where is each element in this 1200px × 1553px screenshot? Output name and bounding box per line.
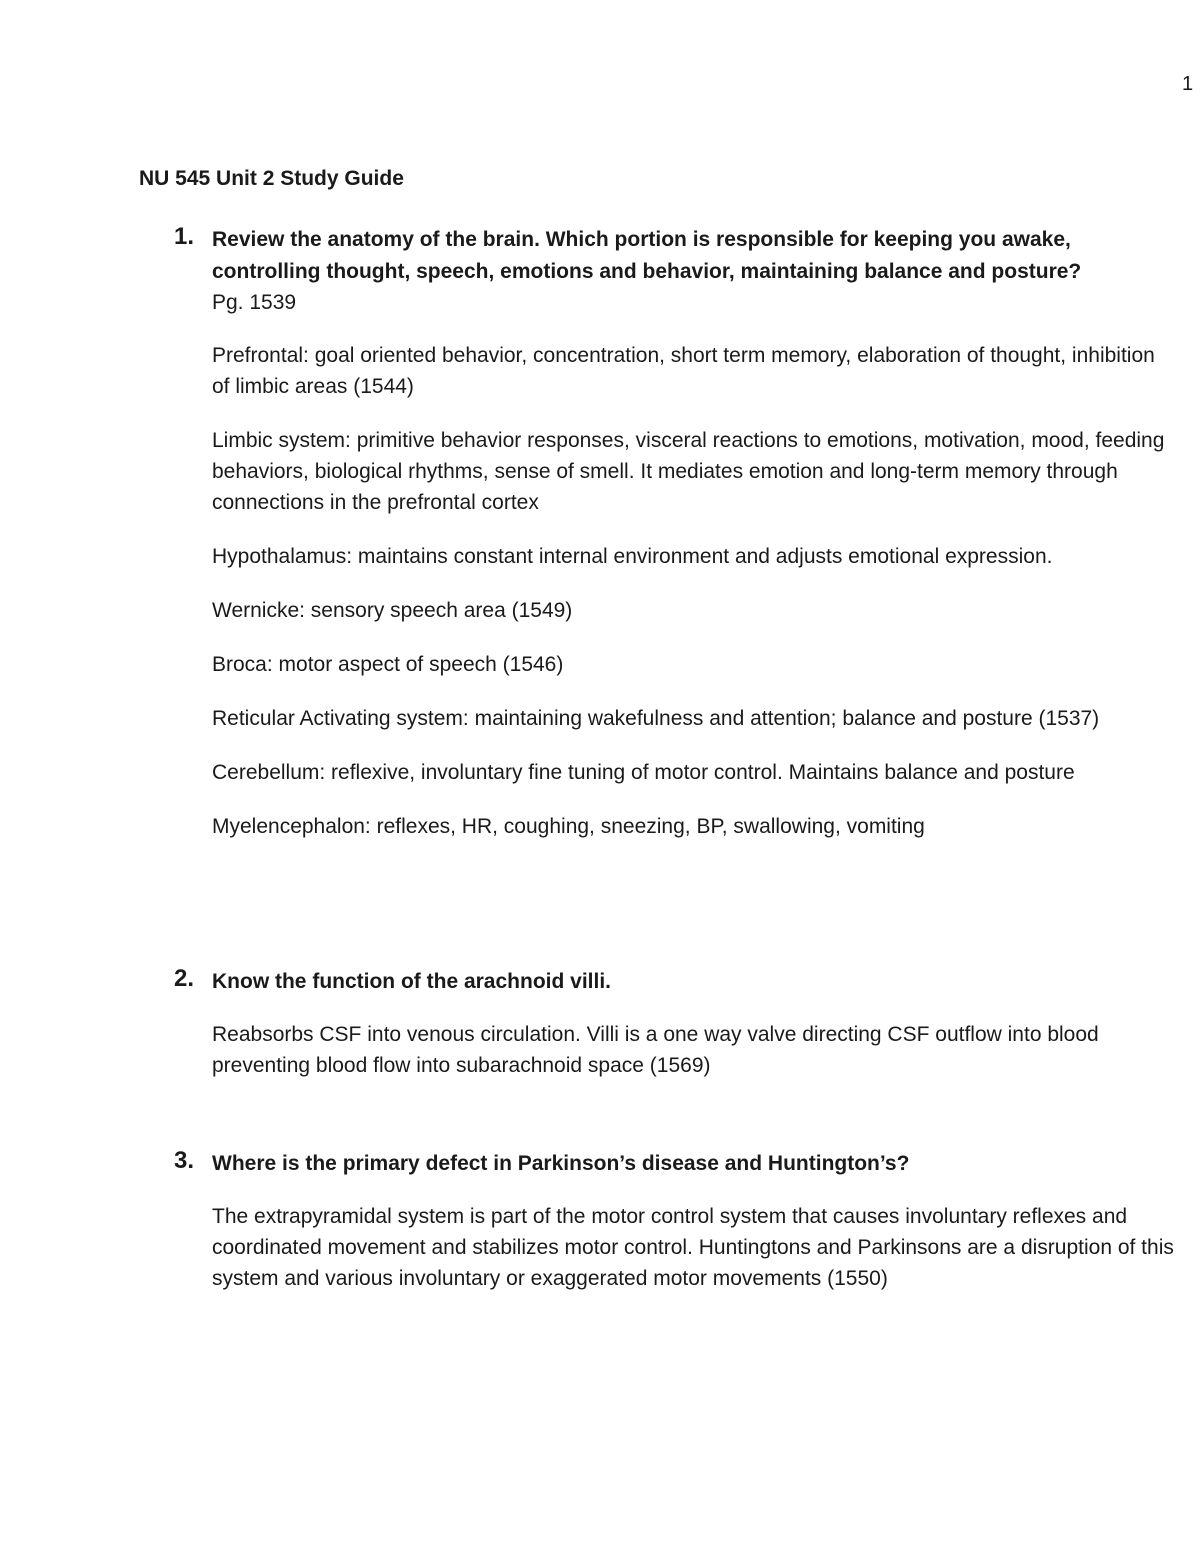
answer-paragraph: Myelencephalon: reflexes, HR, coughing, sneezing, BP, swallowing, vomiting	[212, 815, 925, 838]
question-2	[174, 966, 1174, 1104]
answer-paragraph: Wernicke: sensory speech area (1549)	[212, 599, 573, 622]
question-1	[174, 224, 1174, 865]
document-title: NU 545 Unit 2 Study Guide	[139, 167, 404, 190]
question-text: Review the anatomy of the brain. Which portion is responsible for keeping you awake, controlling thought, speech, emotions and behavior, maintaining balance and posture?	[212, 228, 1082, 283]
answer-paragraph: Hypothalamus: maintains constant internal environment and adjusts emotional expression.	[212, 545, 1053, 568]
answer-paragraph: Limbic system: primitive behavior responses, visceral reactions to emotions, motivation, mood, feeding behaviors, biological rhythms, sense of smell. It mediates emotion and long-term memory through connections in the prefrontal cortex	[212, 429, 1165, 514]
answer-paragraph: Prefrontal: goal oriented behavior, concentration, short term memory, elaboration of thought, inhibition of limbic areas (1544)	[212, 344, 1155, 398]
answer-paragraph: Reabsorbs CSF into venous circulation. Villi is a one way valve directing CSF outflow into blood preventing blood flow into subarachnoid space (1569)	[212, 1023, 1099, 1077]
question-number: 2.	[174, 965, 195, 992]
question-number: 1.	[174, 223, 195, 250]
answer-paragraph: Broca: motor aspect of speech (1546)	[212, 653, 564, 676]
answer-paragraph: Reticular Activating system: maintaining wakefulness and attention; balance and posture (1537)	[212, 707, 1100, 730]
page-reference: Pg. 1539	[212, 291, 297, 314]
question-number: 3.	[174, 1147, 195, 1174]
answer-paragraph: The extrapyramidal system is part of the motor control system that causes involuntary reflexes and coordinated movement and stabilizes motor control. Huntingtons and Parkinsons are a disruption of this system and various involuntary or exaggerated motor movements (1550)	[212, 1205, 1174, 1290]
page-number: 1	[1182, 73, 1194, 95]
question-3	[174, 1148, 1174, 1317]
question-text: Know the function of the arachnoid villi.	[212, 970, 611, 993]
answer-paragraph: Cerebellum: reflexive, involuntary fine tuning of motor control. Maintains balance and posture	[212, 761, 1075, 784]
question-text: Where is the primary defect in Parkinson’s disease and Huntington’s?	[212, 1152, 910, 1175]
